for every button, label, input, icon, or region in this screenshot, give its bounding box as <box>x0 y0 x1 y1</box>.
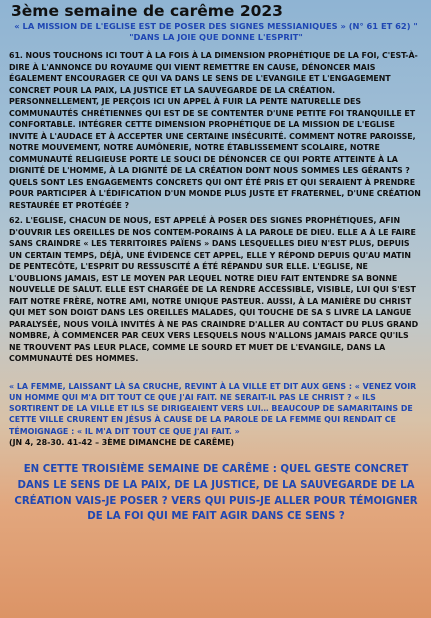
theme-subtitle-2: "DANS LA JOIE QUE DONNE L'ESPRIT" <box>129 32 303 42</box>
paragraph-62: 62. L'EGLISE, CHACUN DE NOUS, EST APPELÉ À POSER DES SIGNES PROPHÉTIQUES, AFIN D'OUVRIR LES OREILLES DE NOS CONTEM-PORAINS À LA PAROLE DE DIEU. ELLE A À LE FAIRE SANS CRAINDRE « LES TERRITOIRES PAÏENS » DANS LESQUELLES DIEU N'EST PLUS, DEPUIS UN CERTAIN TEMPS, DÉJÀ, UNE ÉVIDENCE CET APPEL, ELLE Y RÉPOND DEPUIS QU'AU MATIN DE PENTECÔTE, L'ESPRIT DU RESSUSCITÉ A ÉTÉ RÉPANDU SUR ELLE. L'EGLISE, NE L'OUBLIONS JAMAIS, EST LE MOYEN PAR LEQUEL NOTRE DIEU FAIT ENTENDRE SA BONNE NOUVELLE DE SALUT. ELLE EST CHARGÉE DE LA RENDRE ACCESSIBLE, VISIBLE, LUI QUI S'EST FAIT NOTRE FRÈRE, NOTRE AMI, NOTRE UNIQUE PASTEUR. AUSSI, À LA MANIÈRE DU CHRIST QUI MET SON DOIGT DANS LES OREILLES MALADES, QUI TOUCHE DE SA S LIVRE LA LANGUE PARALYSÉE, NOUS VOILÀ INVITÉS À NE PAS CRAINDRE D'ALLER AU CONTACT DU PLUS GRAND NOMBRE, À COMMENCER PAR CEUX VERS LESQUELS NOUS N'ALLONS JAMAIS PARCE QU'ILS NE TROUVENT PAS LEUR PLACE, COMME LE SOURD ET MUET DE L'EVANGILE, DANS LA COMMUNAUTÉ DES HOMMES. <box>9 216 419 363</box>
theme-subtitle: « LA MISSION DE L'EGLISE EST DE POSER DES SIGNES MESSIANIQUES » (N° 61 ET 62) " <box>14 21 418 31</box>
gospel-reference: (JN 4, 28-30. 41-42 – 3ÈME DIMANCHE DE CARÊME) <box>9 437 235 447</box>
page-title: 3ème semaine de carême 2023 <box>11 2 283 20</box>
paragraph-61: 61. NOUS TOUCHONS ICI TOUT À LA FOIS À LA DIMENSION PROPHÉTIQUE DE LA FOI, C'EST-À-DIRE À L'ANNONCE DU ROYAUME QUI VIENT REMETTRE EN CAUSE, DÉNONCER MAIS ÉGALEMENT ENCOURAGER CE QUI VA DANS LE SENS DE L'EVANGILE ET L'ENGAGEMENT CONCRET POUR LA PAIX, LA JUSTICE ET LA SAUVEGARDE DE LA CRÉATION. PERSONNELLEMENT, JE PERÇOIS ICI UN APPEL À FUIR LA PENTE NATURELLE DES COMMUNAUTÉS CHRÉTIENNES QUI EST DE SE CONTENTER D'UNE PETITE FOI TRANQUILLE ET CONFORTABLE. INTÉGRER CETTE DIMENSION PROPHÉTIQUE DE LA MISSION DE L'EGLISE INVITE À L'AUDACE ET À ACCEPTER UNE CERTAINE INSÉCURITÉ. COMMENT NOTRE PAROISSE, NOTRE MOUVEMENT, NOTRE AUMÔNERIE, NOTRE ÉTABLISSEMENT SCOLAIRE, NOTRE COMMUNAUTÉ RELIGIEUSE PORTE LE SOUCI DE DÉNONCER CE QUI PORTE ATTEINTE À LA DIGNITÉ DE L'HOMME, À LA DIGNITÉ DE LA CRÉATION DONT NOUS SOMMES LES GÉRANTS ? QUELS SONT LES ENGAGEMENTS CONCRETS QUI ONT ÉTÉ PRIS ET QUI SERAIENT À PRENDRE POUR PARTICIPER À L'ÉDIFICATION D'UN MONDE PLUS JUSTE ET FRATERNEL, D'UNE CRÉATION RESTAURÉE ET PROTÉGÉE ? <box>9 51 421 210</box>
gospel-quote: « LA FEMME, LAISSANT LÀ SA CRUCHE, REVINT À LA VILLE ET DIT AUX GENS : « VENEZ VOIR UN HOMME QUI M'A DIT TOUT CE QUE J'AI FAIT. NE SERAIT-IL PAS LE CHRIST ? « ILS SORTIRENT DE LA VILLE ET ILS SE DIRIGEAIENT VERS LUI… BEAUCOUP DE SAMARITAINS DE CETTE VILLE CRURENT EN JÉSUS À CAUSE DE LA PAROLE DE LA FEMME QUI RENDAIT CE TÉMOIGNAGE : « IL M'A DIT TOUT CE QUE J'AI FAIT. » <box>9 381 417 436</box>
reflection-question: EN CETTE TROISIÈME SEMAINE DE CARÊME : QUEL GESTE CONCRET DANS LE SENS DE LA PAIX, DE LA JUSTICE, DE LA SAUVEGARDE DE LA CRÉATION VAIS-JE POSER ? VERS QUI PUIS-JE ALLER POUR TÉMOIGNER DE LA FOI QUI ME FAIT AGIR DANS CE SENS ? <box>14 464 418 523</box>
